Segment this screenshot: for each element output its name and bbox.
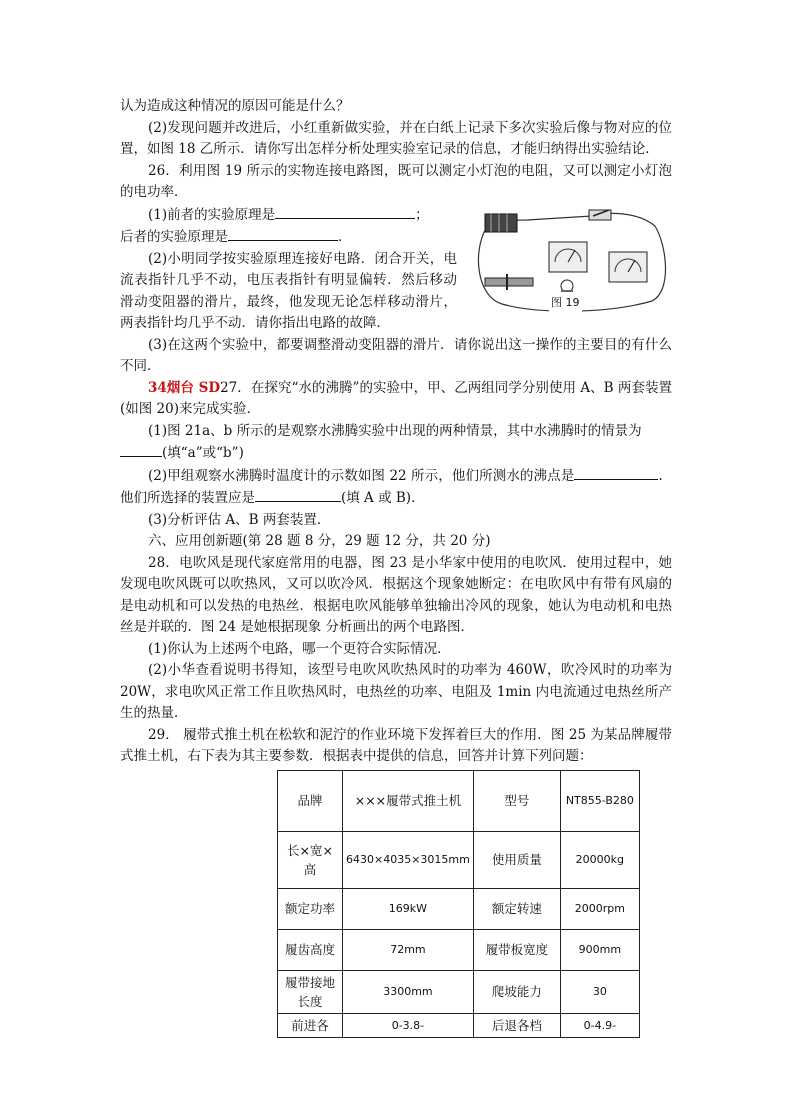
question-28: 28．电吹风是现代家庭常用的电器，图 23 是小华家中使用的电吹风．使用过程中，她发现电吹风既可以吹热风，又可以吹冷风．根据这个现象她断定：在电吹风中有带有风扇的是电动机和可以发热的电热丝．根据电吹风能够单独输出冷风的现象，她认为电动机和电热丝是并联的．图 24 是她根据现象 分析画出的两个电路图．	[120, 554, 672, 635]
spec-table	[277, 770, 640, 1038]
question-28-1: (1)你认为上述两个电路，哪一个更符合实际情况．	[148, 640, 451, 657]
question-26-1: (1)前者的实验原理是 ；	[120, 204, 672, 227]
answer-blank	[228, 226, 338, 241]
question-26-1-cont: 后者的实验原理是 ．	[120, 226, 672, 249]
table-row: 履齿高度 72mm 履带板宽度 900mm	[278, 929, 640, 970]
table-row: 额定功率 169kW 额定转速 2000rpm	[278, 888, 640, 929]
question-26-2: (2)小明同学按实验原理连接好电路．闭合开关，电流表指针几乎不动，电压表指针有明显偏转．然后移动滑动变阻器的滑片，最终，他发现无论怎样移动滑片，两表指针均几乎不动．请你指出电路的故障．	[120, 250, 457, 331]
table-row: 长×宽×高 6430×4035×3015mm 使用质量 20000kg	[278, 831, 640, 888]
table-row: 履带接地长度 3300mm 爬坡能力 30	[278, 970, 640, 1013]
answer-blank	[275, 204, 415, 219]
question-27-1: (1)图 21a、b 所示的是观察水沸腾实验中出现的两种情景，其中水沸腾时的情景为 (填“a”或“b”)	[120, 421, 672, 465]
question-25-2: (2)发现问题并改进后，小红重新做实验，并在白纸上记录下多次实验后像与物对应的位置，如图 18 乙所示．请你写出怎样分析处理实验室记录的信息，才能归纳得出实验结论．	[120, 119, 672, 157]
document-body	[120, 96, 672, 1038]
table-row: 前进各 0-3.8- 后退各档 0-4.9-	[278, 1013, 640, 1037]
table-row: 品牌 ×××履带式推土机 型号 NT855-B280	[278, 770, 640, 831]
source-tag: 34烟台 SD	[148, 379, 221, 396]
question-28-2: (2)小华查看说明书得知，该型号电吹风吹热风时的功率为 460W，吹冷风时的功率为 20W，求电吹风正常工作且吹热风时，电热丝的功率、电阻及 1min 内电流通过电热丝所产生的热量．	[120, 662, 672, 721]
question-29: 29． 履带式推土机在松软和泥泞的作业环境下发挥着巨大的作用．图 25 为某品牌履带式推土机，右下表为其主要参数．根据表中提供的信息，回答并计算下列问题：	[120, 726, 672, 764]
question-26: 26．利用图 19 所示的实物连接电路图，既可以测定小灯泡的电阻，又可以测定小灯泡的电功率．	[120, 162, 672, 200]
question-27-2: (2)甲组观察水沸腾时温度计的示数如图 22 所示，他们所测水的沸点是 ．他们所选择的装置应是 (填 A 或 B)．	[120, 465, 672, 510]
question-27: 34烟台 SD27．在探究“水的沸腾”的实验中，甲、乙两组同学分别使用 A、B 两套装置(如图 20)来完成实验．	[120, 379, 673, 417]
section-6-heading: 六、应用创新题(第 28 题 8 分，29 题 12 分，共 20 分)	[148, 533, 491, 549]
text-line: 认为造成这种情况的原因可能是什么？	[120, 98, 350, 114]
answer-blank	[574, 465, 658, 480]
question-26-3: (3)在这两个实验中，都要调整滑动变阻器的滑片．请你说出这一操作的主要目的有什么不同．	[120, 336, 672, 374]
answer-blank	[255, 487, 341, 502]
answer-blank	[120, 442, 162, 457]
question-27-3: (3)分析评估 A、B 两套装置．	[148, 511, 331, 528]
figure-19-circuit	[467, 206, 672, 318]
figure-19-label: 图 19	[549, 292, 582, 314]
